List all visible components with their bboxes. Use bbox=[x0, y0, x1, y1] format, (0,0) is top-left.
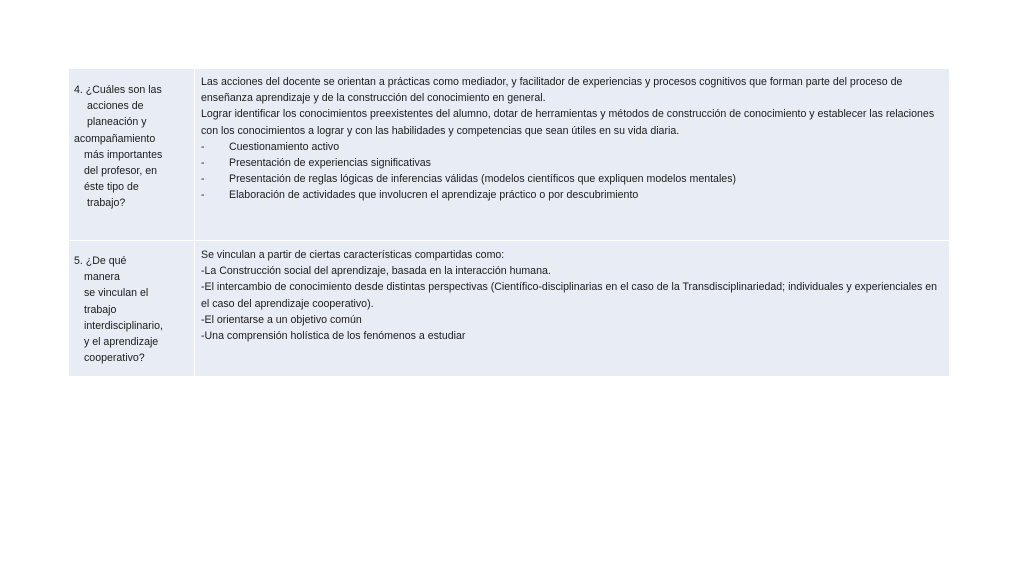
question-line: planeación y bbox=[87, 116, 147, 129]
question-line: manera bbox=[84, 271, 120, 284]
table-row bbox=[69, 241, 950, 377]
question-line: cooperativo? bbox=[84, 352, 145, 365]
answer-line: -El orientarse a un objetivo común bbox=[201, 313, 362, 326]
question-line: trabajo? bbox=[87, 197, 126, 210]
table-row bbox=[69, 69, 950, 241]
answer-line: -El intercambio de conocimiento desde distintas perspectivas (Científico-disciplinarias en el caso de la Transdisciplinariedad; individuales y experienciales en el caso del aprendizaje cooperativo). bbox=[201, 281, 938, 310]
answer-line: -La Construcción social del aprendizaje, basada en la interacción humana. bbox=[201, 265, 551, 278]
bullet-text: Cuestionamiento activo bbox=[229, 140, 340, 153]
bullet-dash: - bbox=[201, 173, 205, 186]
bullet-text: Elaboración de actividades que involucren el aprendizaje práctico o por descubrimiento bbox=[229, 189, 639, 202]
bullet-text: Presentación de reglas lógicas de inferencias válidas (modelos científicos que expliquen modelos mentales) bbox=[229, 173, 737, 186]
question-line: interdisciplinario, bbox=[84, 319, 163, 332]
question-cell-4 bbox=[69, 69, 195, 241]
list-item bbox=[201, 139, 945, 155]
answer-cell-4 bbox=[195, 69, 950, 241]
question-line: 4. ¿Cuáles son las bbox=[74, 84, 162, 96]
list-item bbox=[201, 187, 945, 203]
answer-cell-5 bbox=[195, 241, 950, 377]
question-line: y el aprendizaje bbox=[84, 336, 159, 349]
question-line: trabajo bbox=[84, 303, 117, 316]
question-cell-5 bbox=[69, 241, 195, 377]
question-line: éste tipo de bbox=[84, 181, 139, 194]
question-line: acciones de bbox=[87, 100, 144, 113]
list-item bbox=[201, 155, 945, 171]
bullet-dash: - bbox=[201, 189, 205, 202]
question-line: del profesor, en bbox=[84, 165, 158, 178]
answer-paragraph: Lograr identificar los conocimientos preexistentes del alumno, dotar de herramientas y métodos de construcción de conocimiento y establecer las relaciones con los conocimientos a lograr y con las habilidades y competencias que sean útiles en su vida diaria. bbox=[201, 108, 935, 137]
question-line: más importantes bbox=[84, 148, 163, 161]
question-line: acompañamiento bbox=[74, 132, 156, 145]
qa-table bbox=[68, 68, 950, 377]
answer-line: Se vinculan a partir de ciertas características compartidas como: bbox=[201, 249, 505, 261]
bullet-text: Presentación de experiencias significativas bbox=[229, 157, 431, 170]
bullet-dash: - bbox=[201, 157, 205, 170]
question-line: se vinculan el bbox=[84, 287, 149, 300]
bullet-dash: - bbox=[201, 140, 205, 153]
answer-paragraph: Las acciones del docente se orientan a prácticas como mediador, y facilitador de experiencias y procesos cognitivos que forman parte del proceso de enseñanza aprendizaje y de la construcción del conocimiento en general. bbox=[201, 76, 903, 105]
question-line: 5. ¿De qué bbox=[74, 255, 127, 267]
list-item bbox=[201, 171, 945, 187]
answer-line: -Una comprensión holística de los fenómenos a estudiar bbox=[201, 330, 466, 343]
